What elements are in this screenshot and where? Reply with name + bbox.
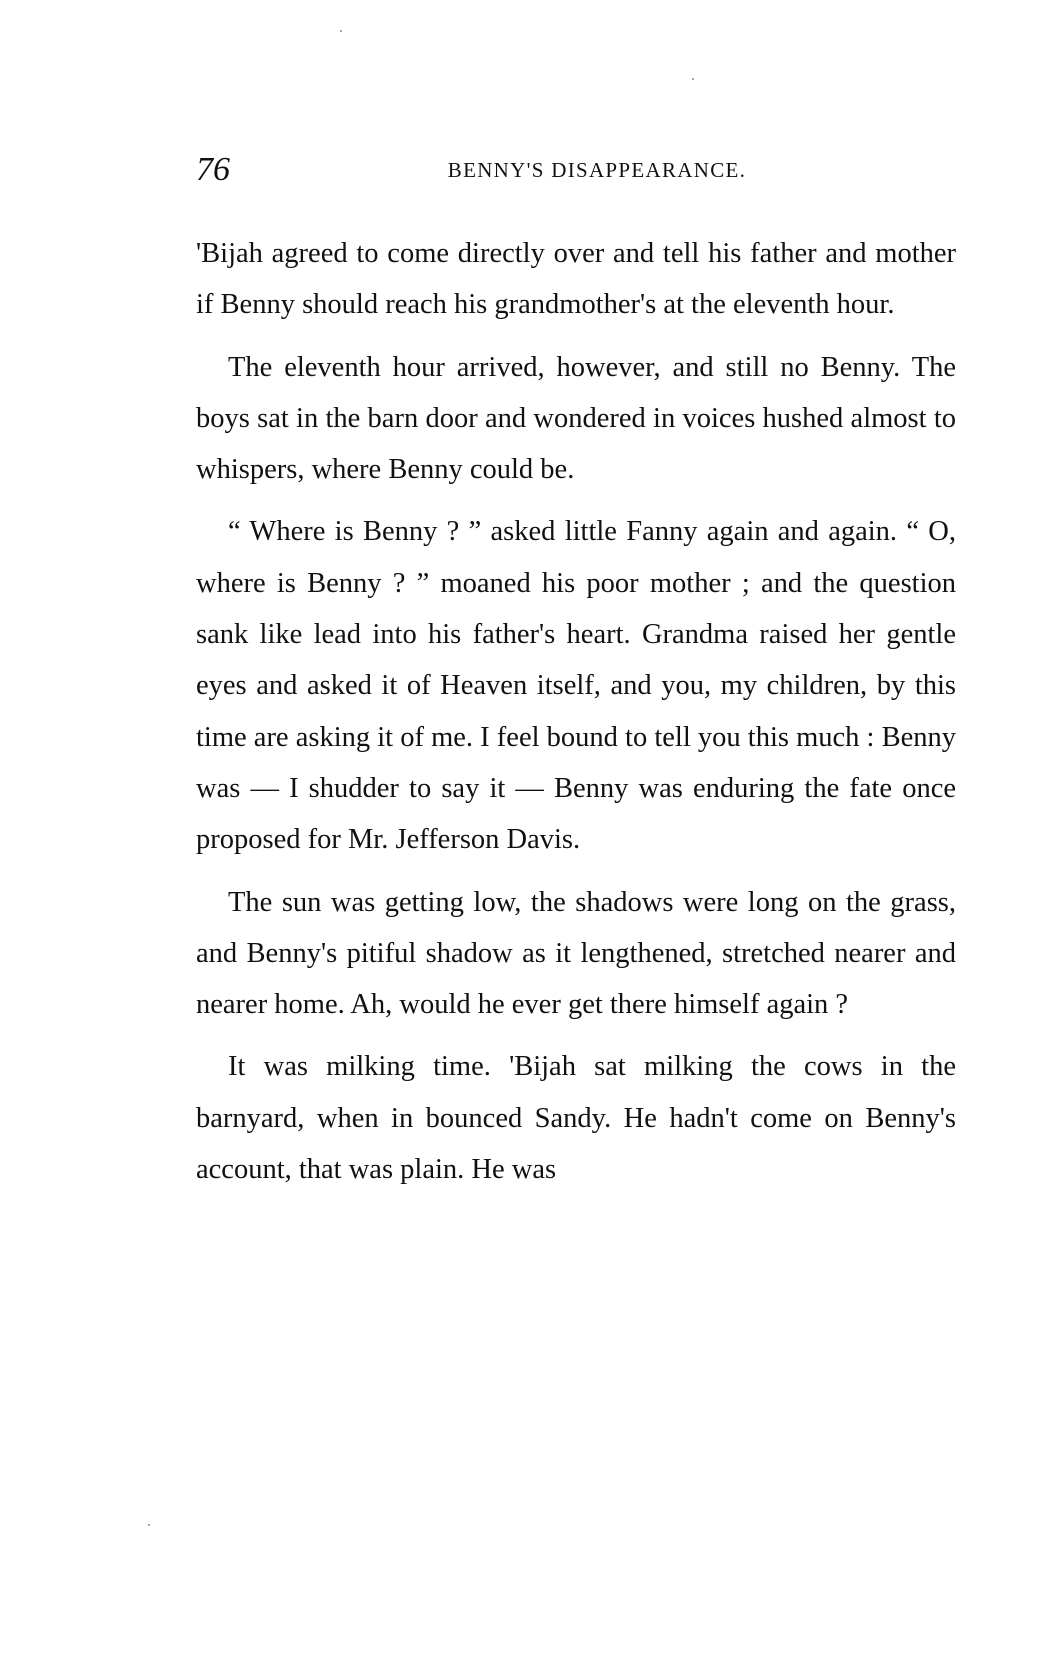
running-title: BENNY'S DISAPPEARANCE. — [447, 158, 747, 182]
page-header — [196, 150, 958, 190]
paragraph: 'Bijah agreed to come directly over and tell his father and mother if Benny should reach his grandmother's at the eleventh hour. — [196, 238, 956, 321]
paper-speck — [340, 30, 342, 32]
paragraph: “ Where is Benny ? ” asked little Fanny again and again. “ O, where is Benny ? ” moaned his poor mother ; and the question sank like lead into his father's heart. Grandma raised her gentle eyes and asked it of Heaven itself, and you, my children, by this time are asking it of me. I feel bound to tell you this much : Benny was — I shudder to say it — Benny was enduring the fate once proposed for Mr. Jefferson Davis. — [196, 516, 956, 856]
paper-speck — [148, 1524, 150, 1526]
paragraph: It was milking time. 'Bijah sat milking the cows in the barnyard, when in bounced Sandy. He hadn't come on Benny's account, that was plain. He was — [196, 1051, 956, 1186]
paragraph: The eleventh hour arrived, however, and still no Benny. The boys sat in the barn door and wondered in voices hushed almost to whispers, where Benny could be. — [196, 351, 956, 486]
paragraph: The sun was getting low, the shadows were long on the grass, and Benny's pitiful shadow as it lengthened, stretched nearer and nearer home. Ah, would he ever get there himself again ? — [196, 886, 956, 1021]
page-number: 76 — [196, 151, 230, 188]
paper-speck — [692, 78, 694, 80]
body-text — [196, 228, 956, 1206]
